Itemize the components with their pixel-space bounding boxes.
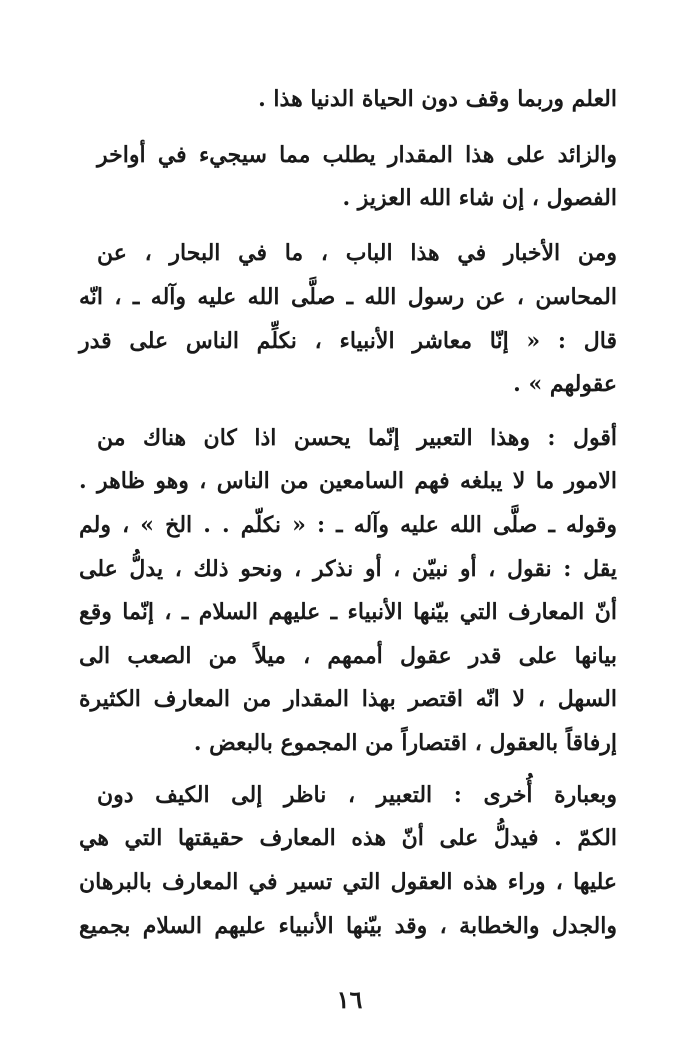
text-line: عليها ، وراء هذه العقول التي تسير في المعارف بالبرهان (79, 869, 617, 895)
text-line: إرفاقاً بالعقول ، اقتصاراً من المجموع بالبعض . (193, 730, 617, 756)
text-line: قال : « إنّا معاشر الأنبياء ، نكلِّم الناس على قدر (79, 328, 617, 354)
text-line: أنّ المعارف التي بيّنها الأنبياء ـ عليهم السلام ـ ، إنّما وقع (79, 599, 617, 625)
text-line: العلم وربما وقف دون الحياة الدنيا هذا . (258, 86, 617, 112)
text-line: الامور ما لا يبلغه فهم السامعين من الناس ، وهو ظاهر . (79, 468, 617, 494)
text-line: ومن الأخبار في هذا الباب ، ما في البحار ، عن (97, 240, 617, 266)
text-line: والزائد على هذا المقدار يطلب مما سيجيء في أواخر (97, 142, 617, 168)
text-line: بيانها على قدر عقول أممهم ، ميلاً من الصعب الى (79, 643, 617, 669)
text-line: الكمّ . فيدلُّ على أنّ هذه المعارف حقيقتها التي هي (79, 825, 617, 851)
text-line: أقول : وهذا التعبير إنّما يحسن اذا كان هناك من (97, 425, 617, 451)
text-line: يقل : نقول ، أو نبيّن ، أو نذكر ، ونحو ذلك ، يدلُّ على (79, 556, 617, 582)
text-line: والجدل والخطابة ، وقد بيّنها الأنبياء عليهم السلام بجميع (79, 913, 617, 939)
text-line: وقوله ـ صلَّى الله عليه وآله ـ : « نكلّم . . الخ » ، ولم (79, 512, 617, 538)
text-line: الفصول ، إن شاء الله العزيز . (342, 185, 617, 211)
text-line: السهل ، لا انّه اقتصر بهذا المقدار من المعارف الكثيرة (79, 686, 617, 712)
text-line: المحاسن ، عن رسول الله ـ صلَّى الله عليه وآله ـ ، انّه (79, 284, 617, 310)
text-line: عقولهم » . (513, 371, 617, 397)
page-number: ١٦ (336, 985, 363, 1014)
text-line: وبعبارة أُخرى : التعبير ، ناظر إلى الكيف دون (97, 782, 617, 808)
